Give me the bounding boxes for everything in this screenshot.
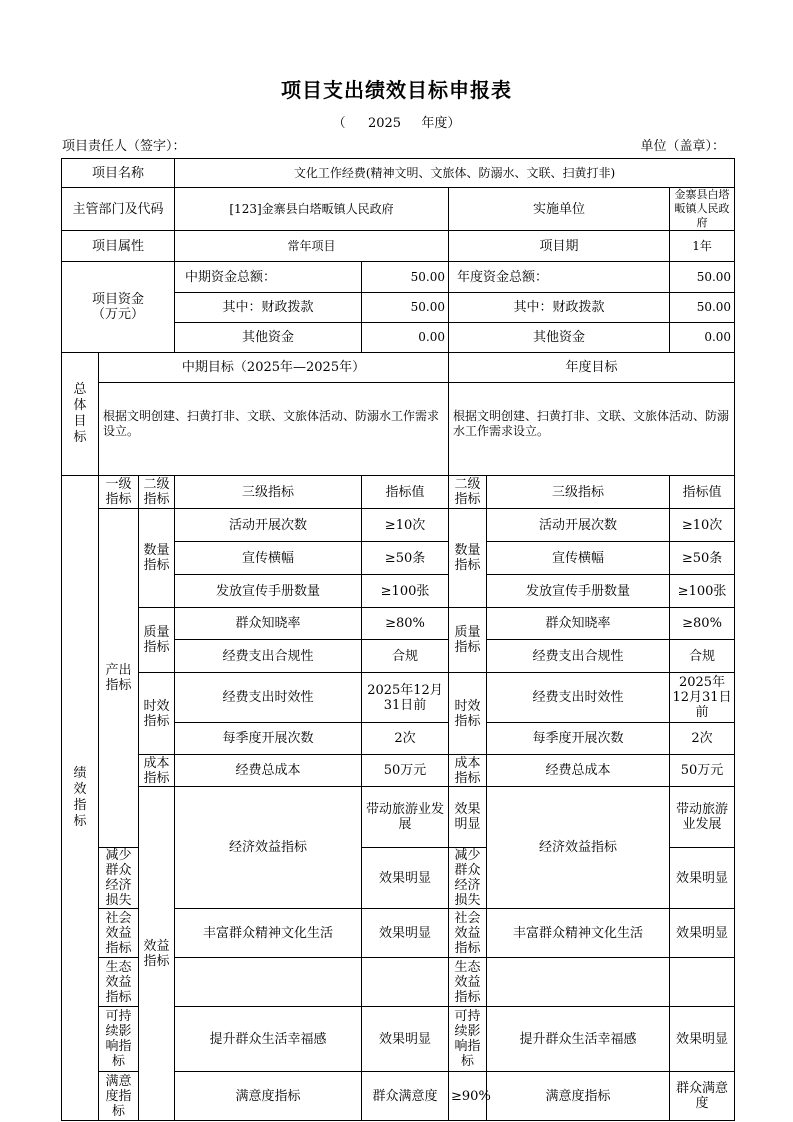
- row-ql2-value-year: 合规: [670, 640, 735, 673]
- year-open: （: [332, 116, 346, 131]
- row-e1-value: 效果明显: [449, 787, 487, 848]
- period-label: 项目期: [449, 231, 670, 262]
- output-indicator: 产出指标: [99, 509, 139, 848]
- row-c1-value: 50万元: [362, 755, 449, 787]
- row-e2-name-year: 减少群众经济损失: [449, 848, 487, 909]
- form-title: 项目支出绩效目标申报表: [281, 78, 512, 102]
- ecological-indicator: 生态效益指标: [99, 958, 139, 1007]
- satisfaction2-indicator-year: 满意度指标: [487, 1072, 670, 1121]
- row-c1-name-year: 经费总成本: [487, 755, 670, 787]
- row-e1-name-year: 带动旅游业发展: [670, 787, 735, 848]
- row-sa1-name: 群众满意度: [362, 1072, 449, 1121]
- impl-unit-label: 实施单位: [449, 188, 670, 231]
- form-year: [0, 112, 793, 131]
- row-s1-value-year: 效果明显: [670, 909, 735, 958]
- economic-indicator-year: 经济效益指标: [487, 787, 670, 909]
- economic-indicator: 经济效益指标: [175, 787, 362, 909]
- year-value: 2025: [367, 116, 402, 131]
- dept-value: [123]金寨县白塔畈镇人民政府: [175, 188, 449, 231]
- row-c1-value-year: 50万元: [670, 755, 735, 787]
- social-indicator: 社会效益指标: [99, 909, 139, 958]
- attr-label: 项目属性: [62, 231, 175, 262]
- row-q2-value: ≥50条: [362, 542, 449, 575]
- quality-indicator-year: 质量指标: [449, 608, 487, 673]
- satisfaction-indicator: 满意度指标: [99, 1072, 139, 1121]
- row-q3-name-year: 发放宣传手册数量: [487, 575, 670, 608]
- quantity-indicator: 数量指标: [139, 509, 175, 608]
- row-eco-name-year: [487, 958, 670, 1007]
- row-e2-value: 效果明显: [362, 848, 449, 909]
- row-t2-name: 每季度开展次数: [175, 723, 362, 755]
- row-ql2-name: 经费支出合规性: [175, 640, 362, 673]
- year-total-value: 50.00: [670, 262, 735, 293]
- row-eco-value-year: [670, 958, 735, 1007]
- h-value: 指标值: [362, 476, 449, 509]
- h-level3-year: 三级指标: [487, 476, 670, 509]
- project-name-value: 文化工作经费(精神文明、文旅体、防溺水、文联、扫黄打非): [175, 159, 735, 188]
- attr-value: 常年项目: [175, 231, 449, 262]
- row-t1-name: 经费支出时效性: [175, 673, 362, 723]
- row-ql2-name-year: 经费支出合规性: [487, 640, 670, 673]
- year-total-label: 年度资金总额：: [449, 262, 670, 293]
- row-eco-value: [362, 958, 449, 1007]
- performance-table: [61, 158, 735, 1121]
- overall-goal-label: 总体目标: [62, 353, 99, 476]
- dept-label: 主管部门及代码: [62, 188, 175, 231]
- mid-total-label: 中期资金总额：: [175, 262, 362, 293]
- row-su1-value: 效果明显: [362, 1007, 449, 1072]
- h-level2: 二级指标: [139, 476, 175, 509]
- period-value: 1年: [670, 231, 735, 262]
- row-ql2-value: 合规: [362, 640, 449, 673]
- row-sa1-value: ≥90%: [449, 1072, 487, 1121]
- row-t2-value-year: 2次: [670, 723, 735, 755]
- row-q3-value: ≥100张: [362, 575, 449, 608]
- quantity-indicator-year: 数量指标: [449, 509, 487, 608]
- year-fiscal-value: 50.00: [670, 293, 735, 323]
- row-e2-value-year: 效果明显: [670, 848, 735, 909]
- mid-goal-text: 根据文明创建、扫黄打非、文联、文旅体活动、防溺水工作需求设立。: [99, 383, 449, 476]
- timeliness-indicator: 时效指标: [139, 673, 175, 755]
- mid-total-value: 50.00: [362, 262, 449, 293]
- year-other-label: 其他资金: [449, 323, 670, 353]
- cost-indicator: 成本指标: [139, 755, 175, 787]
- row-t1-value: 2025年12月31日前: [362, 673, 449, 723]
- row-q1-value: ≥10次: [362, 509, 449, 542]
- row-c1-name: 经费总成本: [175, 755, 362, 787]
- year-fiscal-label: 其中：财政拨款: [449, 293, 670, 323]
- row-e1-name: 带动旅游业发展: [362, 787, 449, 848]
- row-q2-name: 宣传横幅: [175, 542, 362, 575]
- row-ql1-name: 群众知晓率: [175, 608, 362, 640]
- row-ql1-name-year: 群众知晓率: [487, 608, 670, 640]
- row-t2-value: 2次: [362, 723, 449, 755]
- row-e2-name: 减少群众经济损失: [99, 848, 139, 909]
- ecological-indicator-year: 生态效益指标: [449, 958, 487, 1007]
- sustainable-indicator-year: 可持续影响指标: [449, 1007, 487, 1072]
- row-s1-name-year: 丰富群众精神文化生活: [487, 909, 670, 958]
- row-q2-name-year: 宣传横幅: [487, 542, 670, 575]
- impl-unit-value: 金寨县白塔畈镇人民政府: [670, 188, 735, 231]
- unit-label: 单位（盖章）：: [640, 139, 725, 154]
- row-q1-name: 活动开展次数: [175, 509, 362, 542]
- mid-goal-header: 中期目标（2025年—2025年）: [99, 353, 449, 383]
- quality-indicator: 质量指标: [139, 608, 175, 673]
- h-level2-year: 二级指标: [449, 476, 487, 509]
- social-indicator-year: 社会效益指标: [449, 909, 487, 958]
- timeliness-indicator-year: 时效指标: [449, 673, 487, 755]
- row-q2-value-year: ≥50条: [670, 542, 735, 575]
- row-eco-name: [175, 958, 362, 1007]
- mid-fiscal-value: 50.00: [362, 293, 449, 323]
- perf-indicator-label: 绩效指标: [62, 476, 99, 1121]
- satisfaction2-indicator: 满意度指标: [175, 1072, 362, 1121]
- year-other-value: 0.00: [670, 323, 735, 353]
- row-q1-name-year: 活动开展次数: [487, 509, 670, 542]
- mid-other-value: 0.00: [362, 323, 449, 353]
- row-q3-name: 发放宣传手册数量: [175, 575, 362, 608]
- year-suffix: 年度）: [421, 116, 461, 131]
- cost-indicator-year: 成本指标: [449, 755, 487, 787]
- sustainable-indicator: 可持续影响指标: [99, 1007, 139, 1072]
- mid-fiscal-label: 其中：财政拨款: [175, 293, 362, 323]
- row-su1-name-year: 提升群众生活幸福感: [487, 1007, 670, 1072]
- h-level1: 一级指标: [99, 476, 139, 509]
- year-goal-text: 根据文明创建、扫黄打非、文联、文旅体活动、防溺水工作需求设立。: [449, 383, 735, 476]
- row-s1-value: 效果明显: [362, 909, 449, 958]
- row-t1-name-year: 经费支出时效性: [487, 673, 670, 723]
- row-t2-name-year: 每季度开展次数: [487, 723, 670, 755]
- row-ql1-value-year: ≥80%: [670, 608, 735, 640]
- responsible-label: 项目责任人（签字）：: [62, 139, 186, 154]
- benefit-indicator: 效益指标: [139, 787, 175, 1121]
- row-sa1-name-year: 群众满意度: [670, 1072, 735, 1121]
- row-s1-name: 丰富群众精神文化生活: [175, 909, 362, 958]
- row-t1-value-year: 2025年12月31日前: [670, 673, 735, 723]
- funds-label: 项目资金（万元）: [62, 262, 175, 353]
- row-su1-value-year: 效果明显: [670, 1007, 735, 1072]
- h-level3: 三级指标: [175, 476, 362, 509]
- row-su1-name: 提升群众生活幸福感: [175, 1007, 362, 1072]
- h-value-year: 指标值: [670, 476, 735, 509]
- mid-other-label: 其他资金: [175, 323, 362, 353]
- row-q3-value-year: ≥100张: [670, 575, 735, 608]
- row-q1-value-year: ≥10次: [670, 509, 735, 542]
- project-name-label: 项目名称: [62, 159, 175, 188]
- year-goal-header: 年度目标: [449, 353, 735, 383]
- row-ql1-value: ≥80%: [362, 608, 449, 640]
